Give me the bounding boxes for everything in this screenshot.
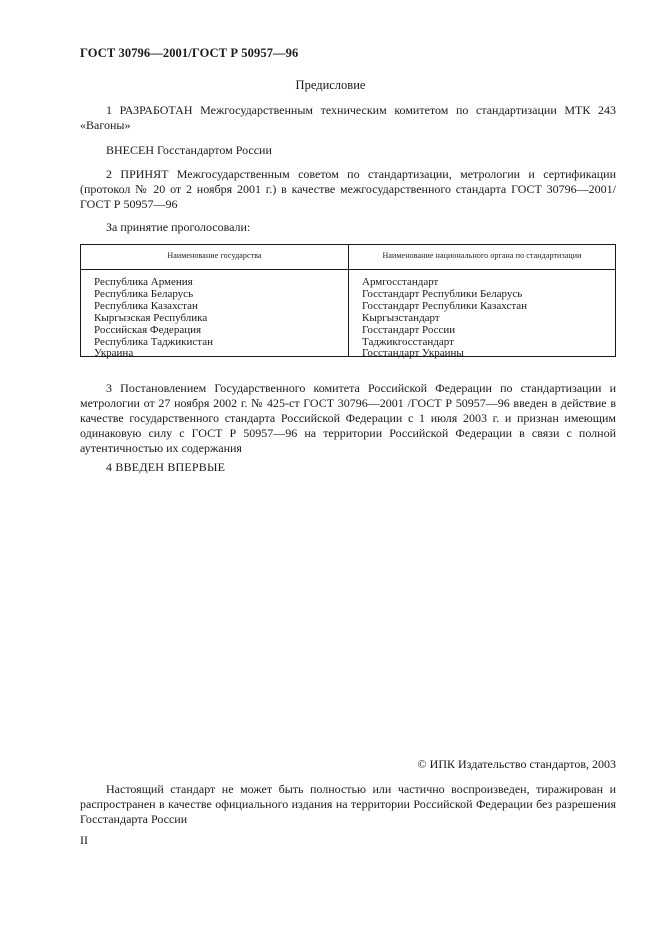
table-cell-body: Армгосстандарт	[362, 276, 439, 288]
reproduction-notice: Настоящий стандарт не может быть полностью или частично воспроизведен, тиражирован и распространен в качестве официального издания на территории Российской Федерации без разрешения Госстандарта России	[80, 782, 616, 826]
table-column-divider	[348, 245, 349, 356]
table-column-states	[94, 277, 344, 360]
document-code: ГОСТ 30796—2001/ГОСТ Р 50957—96	[80, 46, 299, 60]
table-cell-body: Госстандарт Украины	[362, 347, 464, 360]
table-cell-body: Госстандарт Республики Казахстан	[362, 299, 528, 312]
copyright-line: © ИПК Издательство стандартов, 2003	[417, 757, 616, 771]
table-header-state: Наименование государства	[167, 251, 262, 260]
paragraph-enacted: 3 Постановлением Государственного комитета Российской Федерации по стандартизации и метрологии от 27 ноября 2002 г. № 425-ст ГОСТ 30796—2001 /ГОСТ Р 50957—96 введен в действие в качестве государственного стандарта Российской Федерации с 1 июля 2003 г. и признан имеющим одинаковую силу с ГОСТ Р 50957—96 на территории Российской Федерации в связи с полной аутентичностью их содержания	[80, 381, 616, 455]
paragraph-developed: 1 РАЗРАБОТАН Межгосударственным техническим комитетом по стандартизации МТК 243 «Вагоны»	[80, 103, 616, 132]
table-header-divider	[81, 269, 615, 270]
table-cell-state: Республика Беларусь	[94, 287, 194, 300]
table-header-body: Наименование национального органа по стандартизации	[382, 251, 582, 260]
table-cell-state: Республика Армения	[94, 276, 193, 288]
table-column-bodies	[362, 277, 612, 360]
page-number: II	[80, 833, 88, 847]
table-cell-body: Кыргызстандарт	[362, 311, 440, 324]
table-cell-state: Республика Таджикистан	[94, 335, 213, 348]
preface-title: Предисловие	[295, 78, 366, 92]
table-cell-state: Украина	[94, 347, 134, 360]
table-cell-state: Республика Казахстан	[94, 299, 198, 312]
voting-table	[80, 244, 616, 360]
paragraph-introduced: 4 ВВЕДЕН ВПЕРВЫЕ	[106, 460, 226, 474]
paragraph-voted: За принятие проголосовали:	[106, 220, 251, 234]
paragraph-adopted: 2 ПРИНЯТ Межгосударственным советом по стандартизации, метрологии и сертификации (протокол № 20 от 2 ноября 2001 г.) в качестве межгосударственного стандарта ГОСТ 30796—2001/ГОСТ Р 50957—96	[80, 167, 616, 211]
table-cell-body: Госстандарт России	[362, 323, 456, 336]
table-cell-body: Таджикгосстандарт	[362, 335, 454, 348]
table-cell-state: Российская Федерация	[94, 323, 202, 336]
table-cell-body: Госстандарт Республики Беларусь	[362, 287, 523, 300]
paragraph-submitted: ВНЕСЕН Госстандартом России	[106, 143, 272, 157]
table-cell-state: Кыргызская Республика	[94, 311, 208, 324]
